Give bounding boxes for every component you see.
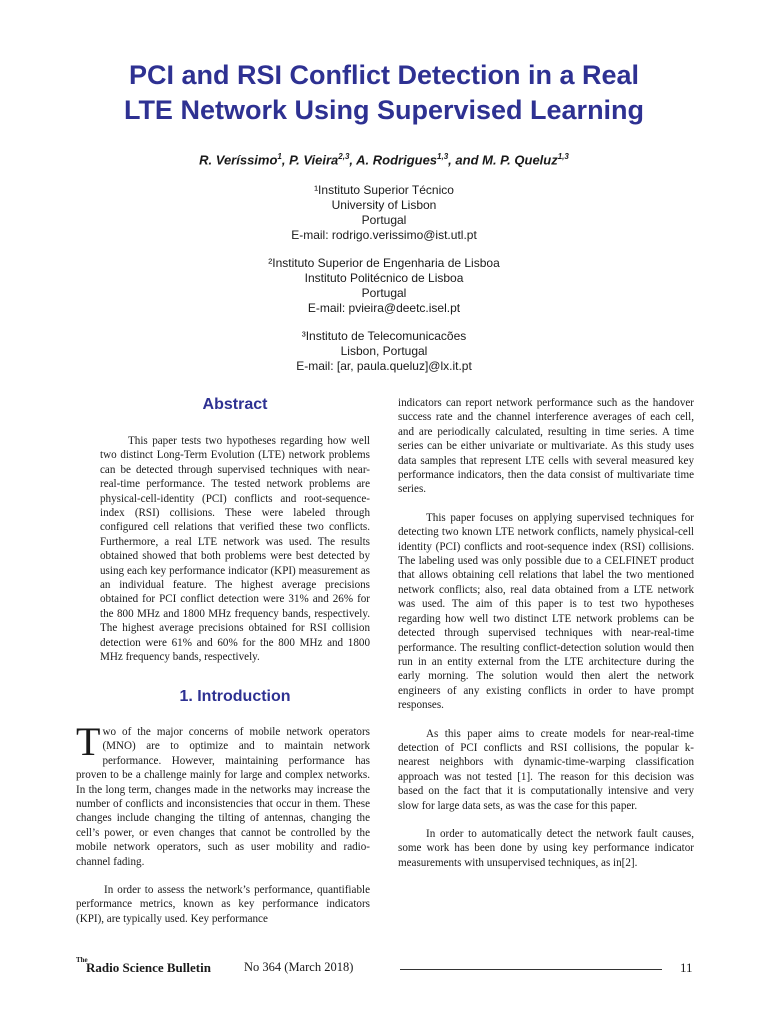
author-name: R. Veríssimo [199, 152, 278, 168]
affiliation-email: E-mail: pvieira@deetc.isel.pt [307, 301, 461, 315]
affiliation-email: E-mail: rodrigo.verissimo@ist.utl.pt [291, 228, 477, 242]
abstract-heading: Abstract [202, 396, 268, 413]
affiliation-line: Lisbon, Portugal [340, 344, 428, 358]
author-separator: , [281, 152, 290, 168]
author-name: M. P. Queluz [482, 152, 558, 168]
affiliation-line: ¹Instituto Superior Técnico [314, 183, 454, 197]
author-name: P. Vieira [289, 152, 339, 168]
author-separator: , [349, 152, 357, 168]
author-list [40, 152, 728, 167]
body-paragraph: indicators can report network performance such as the handover success rate and the channel interference averages of each cell, and are periodically calculated, resulting in time series. A time series can be either univariate or multivariate. As this study uses data samples that represent LTE cells with several measured key performance indicators, then the data consist of multivariate time series. [398, 397, 694, 496]
body-paragraph: As this paper aims to create models for near-real-time detection of PCI conflicts and RSI collisions, the popular k-nearest neighbors with dynamic-time-warping classification approach was not tested [1]. The reason for this decision was based on the fact that it is computationally intensive and very slow for large data sets, as was the case for this paper. [398, 727, 694, 812]
affiliation-2 [184, 256, 584, 316]
body-paragraph: In order to automatically detect the network fault causes, some work has been done by using key performance indicator measurements with unsupervised techniques, as in[2]. [398, 827, 694, 869]
affiliation-line: Portugal [361, 286, 407, 300]
affiliation-email: E-mail: [ar, paula.queluz]@lx.it.pt [296, 359, 472, 373]
paper-title [40, 58, 728, 128]
body-paragraph: This paper focuses on applying supervised techniques for detecting two known LTE network conflicts, namely physical-cell identity (PCI) conflicts and root-sequence index (RSI) collisions. The labeling used was only possible due to a CELFINET product that allows obtaining cell relations that label the two mentioned network conflicts; also, real data obtained from a LTE network was used. The aim of this paper is to test two hypotheses regarding how well two distinct LTE network problems can be detected through supervised techniques with near-real-time performance. The resulting conflict-detection solution would then run in an entity external from the LTE architecture during the early morning. The solution would then alert the network engineers of any existing conflicts in order to have prompt responses. [398, 511, 694, 712]
introduction-paragraph-1 [76, 719, 370, 869]
author-affiliation-mark: 2,3 [338, 152, 350, 161]
author-affiliation-mark: 1,3 [557, 152, 569, 161]
journal-name: Radio Science Bulletin [86, 960, 211, 975]
title-line-1: PCI and RSI Conflict Detection in a Real [128, 60, 640, 90]
affiliation-3 [184, 329, 584, 374]
page-footer [76, 958, 696, 978]
footer-the: The [76, 956, 88, 964]
affiliation-line: University of Lisbon [331, 198, 437, 212]
title-line-2: LTE Network Using Supervised Learning [123, 95, 645, 125]
affiliation-line: Instituto Politécnico de Lisboa [304, 271, 464, 285]
author-affiliation-mark: 1,3 [437, 152, 449, 161]
right-column-body [398, 396, 694, 870]
affiliation-line: ³Instituto de Telecomunicacões [301, 329, 467, 343]
author-affiliation-mark: 1 [277, 152, 282, 161]
introduction-paragraph-1-text: wo of the major concerns of mobile network operators (MNO) are to optimize and to maintain network performance. However, maintaining performance has proven to be a challenge mainly for large and complex networks. In the long term, changes made in the networks may increase the number of conflicts and inconsistencies that occur in them. These changes include changing the tilting of antennas, changing the cell’s power, or even changes that cannot be controlled by the mobile network operators, such as user mobility and radio-channel fading. [76, 726, 370, 868]
introduction-body [76, 719, 370, 926]
footer-rule [400, 969, 662, 970]
author-name: A. Rodrigues [356, 152, 438, 168]
affiliation-line: ²Instituto Superior de Engenharia de Lisboa [268, 256, 500, 270]
drop-cap: T [76, 719, 101, 764]
abstract-body [100, 434, 370, 665]
affiliation-line: Portugal [361, 213, 407, 227]
issue-info: No 364 (March 2018) [244, 960, 354, 974]
abstract-paragraph: This paper tests two hypotheses regarding how well two distinct Long-Term Evolution (LTE) network problems can be detected through supervised techniques with near-real-time performance. The tested network problems are physical-cell-identity (PCI) conflicts and root-sequence-index (RSI) collisions. These were labeled through configured cell relations that verified these two conflicts. Furthermore, a real LTE network was used. The results obtained showed that both problems were best detected by using each key performance indicator (KPI) measurement as an individual feature. The highest average precisions obtained for PCI conflict detection were 31% and 26% for the 800 MHz and 1800 MHz frequency bands, respectively. The highest average precisions obtained for RSI collision detection were 61% and 60% for the 800 MHz and 1800 MHz frequency bands, respectively. [100, 435, 370, 664]
affiliation-1 [184, 183, 584, 243]
introduction-paragraph-2: In order to assess the network’s performance, quantifiable performance metrics, known as key performance indicators (KPI), are typically used. Key performance [76, 884, 370, 925]
page-number: 11 [680, 960, 693, 975]
author-separator: , and [448, 152, 483, 168]
introduction-heading: 1. Introduction [179, 688, 291, 705]
